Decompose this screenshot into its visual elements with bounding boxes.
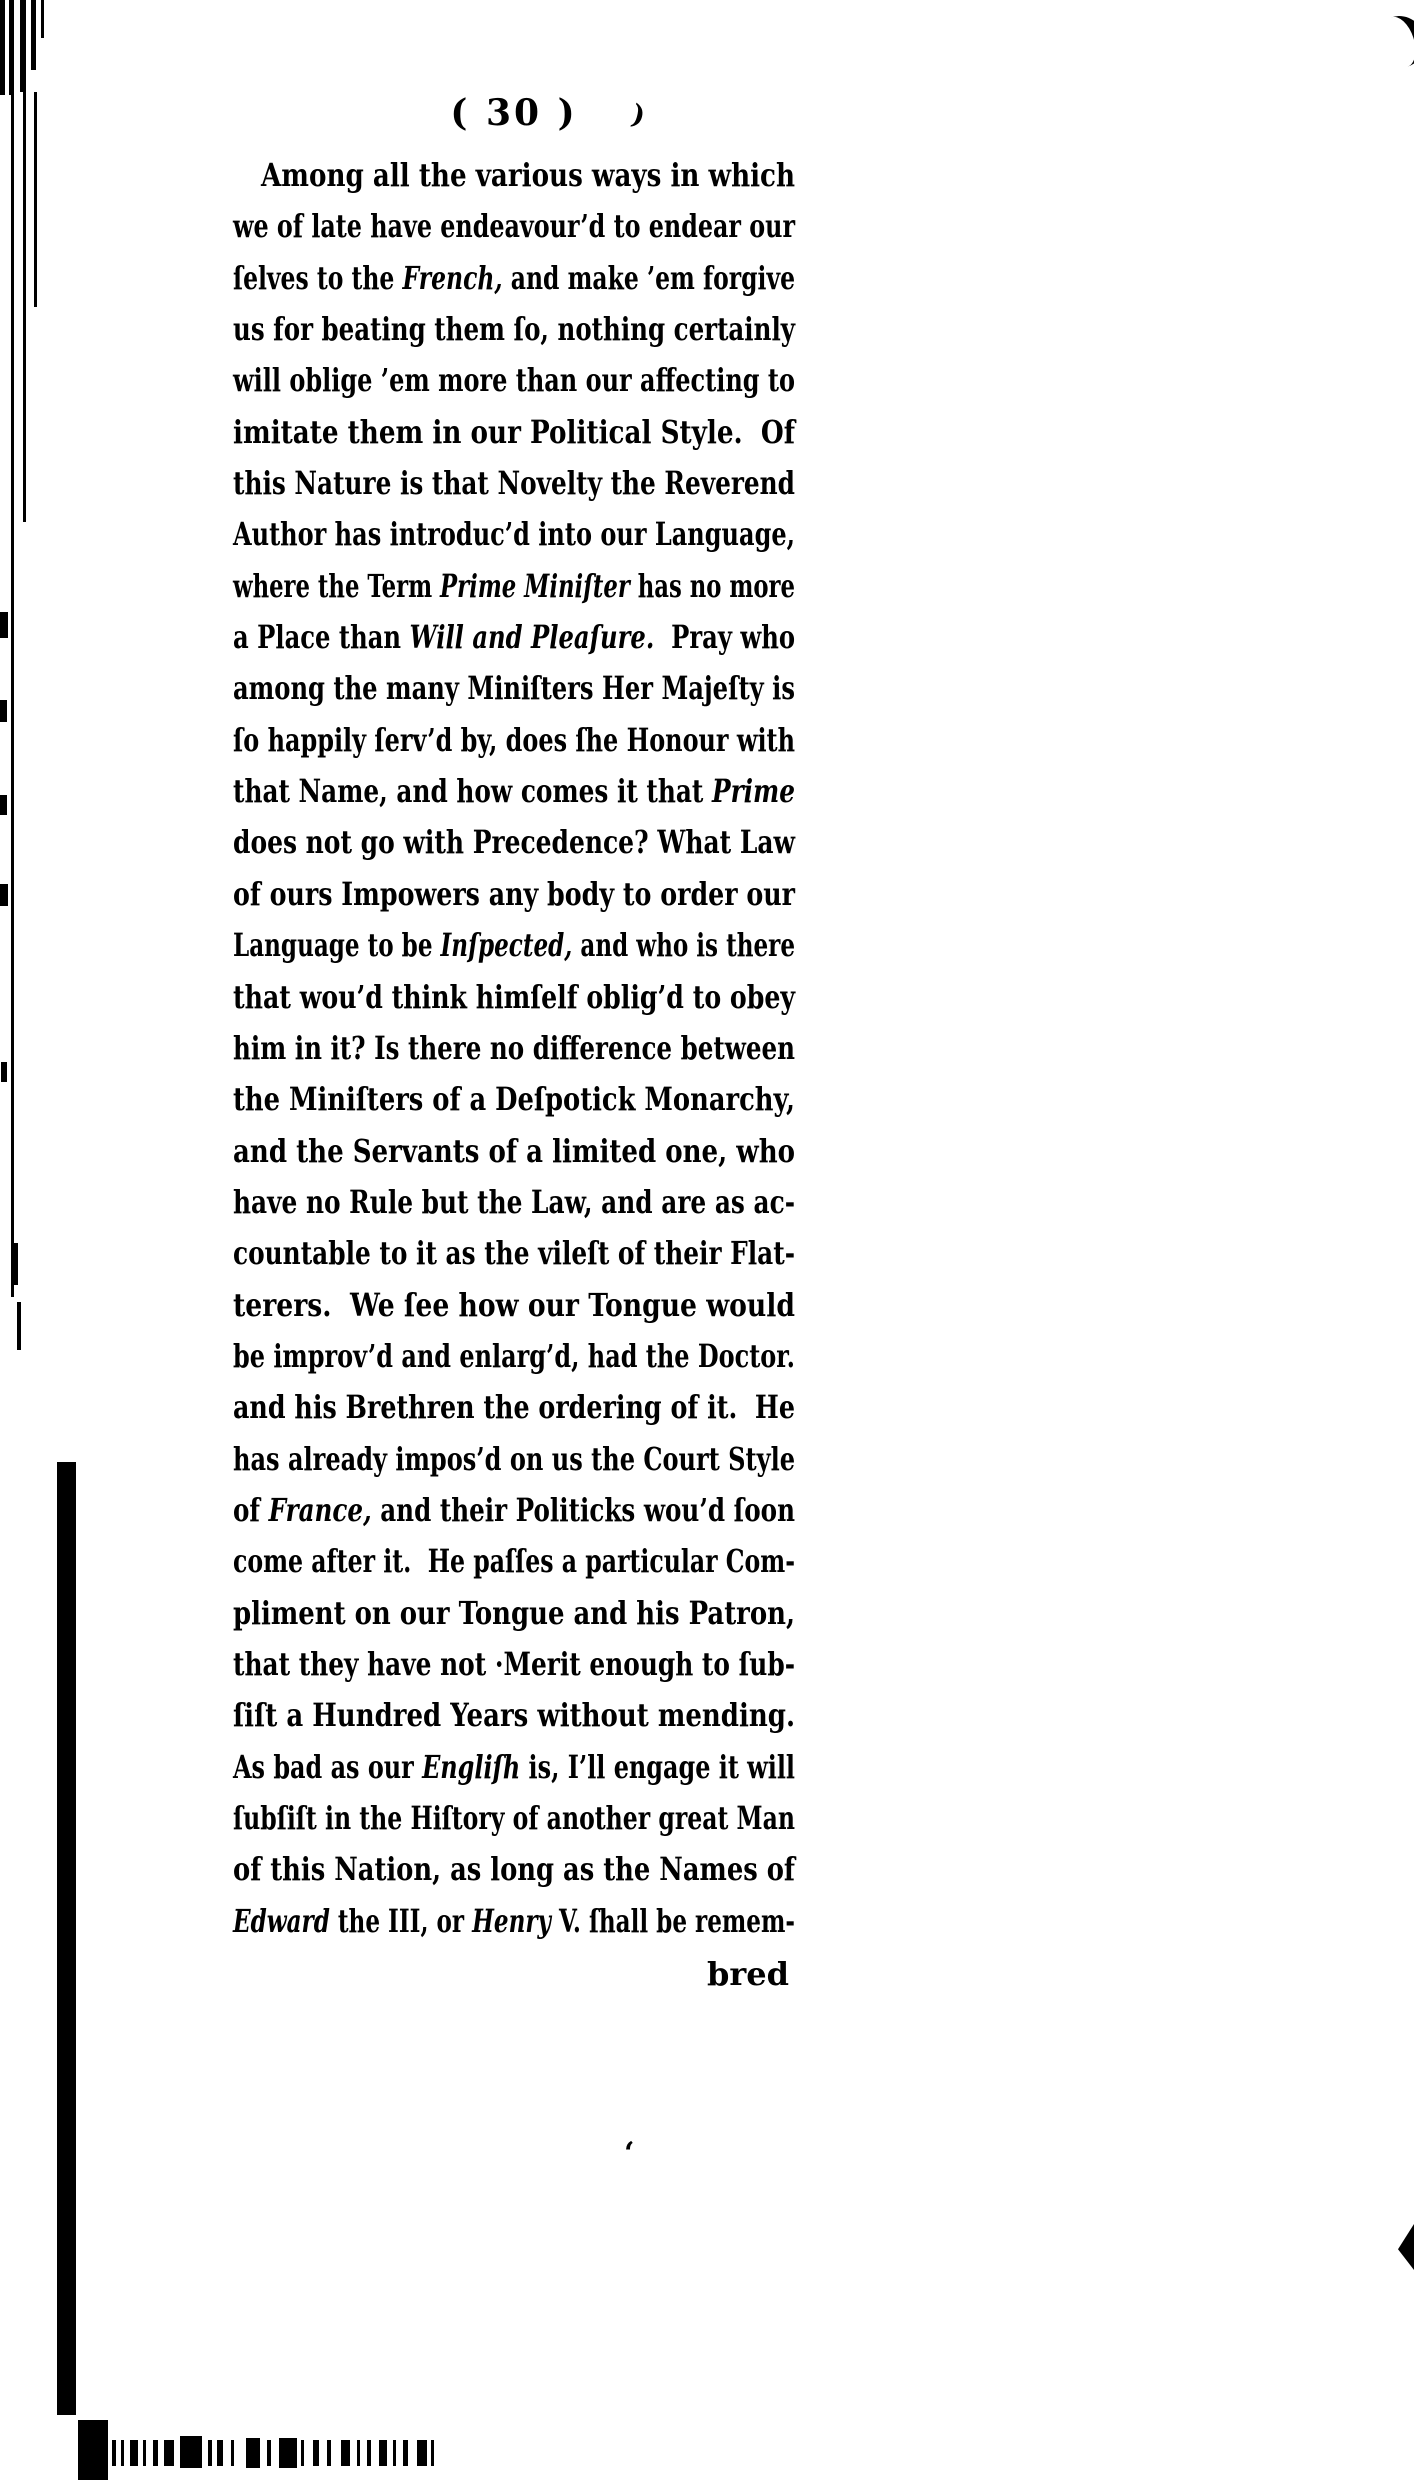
text-segment: V. ſhall be remem-: [550, 1901, 795, 1940]
stray-ink-mark-header: ): [628, 98, 649, 133]
text-segment: that Name, and how comes it that: [233, 772, 712, 811]
scan-artifact-top-right-hook: [1367, 9, 1414, 74]
text-segment: the Miniſters of a Deſpotick Monarchy,: [233, 1080, 795, 1119]
italic-text-segment: French,: [402, 258, 503, 297]
scan-artifact-bottom-dash: [246, 2438, 260, 2468]
text-segment: us for beating them ſo, nothing certainly: [233, 310, 795, 349]
text-line: [233, 1228, 795, 1279]
italic-text-segment: Will and Pleaſure.: [409, 618, 655, 657]
text-segment: we of late have endeavour’d to endear our: [233, 207, 795, 246]
italic-text-segment: Henry: [472, 1901, 551, 1940]
text-segment: Author has introduc’d into our Language,: [233, 515, 795, 554]
text-line: [233, 1382, 795, 1433]
text-segment: As bad as our: [233, 1747, 423, 1786]
text-line: [233, 1844, 795, 1895]
text-segment: have no Rule but the Law, and are as ac-: [233, 1182, 795, 1221]
scan-artifact-bottom-dash: [267, 2440, 271, 2466]
scan-artifact-bottom-dash: [180, 2436, 202, 2468]
text-segment: ſo happily ſerv’d by, does ſhe Honour with: [233, 720, 795, 759]
text-segment: Pray who: [654, 618, 795, 657]
text-segment: imitate them in our Political Style. Of: [233, 412, 795, 451]
italic-text-segment: Edward: [233, 1901, 330, 1940]
text-line: [233, 561, 795, 612]
text-segment: does not go with Precedence? What Law: [233, 823, 795, 862]
text-segment: will oblige ’em more than our affecting to: [233, 361, 795, 400]
text-segment: ſelves to the: [233, 258, 403, 297]
scan-artifact-bottom-dash: [327, 2440, 331, 2466]
text-segment: Language to be: [233, 926, 441, 965]
text-line: [233, 1434, 795, 1485]
text-line: [233, 920, 795, 971]
text-line: [233, 1793, 795, 1844]
text-line: [233, 1023, 795, 1074]
scan-artifact-bottom-dash: [217, 2440, 223, 2466]
scan-artifact-left-line: [23, 92, 26, 522]
scan-artifact-left-tick: [0, 700, 7, 722]
text-line: [233, 509, 795, 560]
text-line: [233, 766, 795, 817]
scan-artifact-left-tick: [14, 1243, 18, 1285]
text-segment: ſubſiſt in the Hiſtory of another great Man: [233, 1799, 795, 1837]
scan-artifact-bottom-dash: [393, 2440, 396, 2466]
scan-artifact-bottom-dash: [130, 2440, 138, 2466]
text-segment: has no more: [629, 566, 795, 605]
text-segment: and who is there: [572, 926, 795, 965]
text-segment: him in it? Is there no difference between: [233, 1028, 795, 1067]
text-line: [233, 1742, 795, 1793]
text-line: [233, 253, 795, 304]
text-segment: be improv’d and enlarg’d, had the Doctor.: [233, 1336, 795, 1375]
scan-artifact-bottom-dash: [417, 2440, 427, 2466]
text-segment: a Place than: [233, 618, 410, 657]
text-segment: that wou’d think himſelf oblig’d to obey: [233, 977, 795, 1016]
text-segment: and make ’em forgive: [502, 258, 795, 297]
text-line: [233, 1639, 795, 1690]
text-line: [233, 1896, 795, 1947]
scan-artifact-bottom-dash: [279, 2438, 297, 2468]
scan-artifact-bottom-dash: [164, 2440, 174, 2466]
text-line: [233, 355, 795, 406]
text-segment: of: [233, 1490, 269, 1529]
text-line: [233, 663, 795, 714]
text-line: [233, 304, 795, 355]
page-number: ( 30 ): [450, 92, 578, 134]
text-segment: pliment on our Tongue and his Patron,: [233, 1593, 795, 1632]
stray-ink-dot: ‘: [624, 2136, 635, 2171]
text-segment: is, I’ll engage it will: [520, 1747, 795, 1786]
scan-artifact-bottom-dash: [367, 2440, 371, 2466]
scan-artifact-bottom-bar: [78, 2420, 108, 2480]
scan-artifact-bottom-dash: [153, 2440, 158, 2466]
scan-artifact-left-line: [41, 0, 44, 38]
text-line: [233, 1177, 795, 1228]
text-line: [233, 1126, 795, 1177]
text-line: [233, 1536, 795, 1587]
text-line: [233, 1485, 795, 1536]
text-line: [233, 972, 795, 1023]
italic-text-segment: Prime Miniſter: [440, 566, 630, 605]
text-segment: and their Politicks wou’d ſoon: [371, 1490, 795, 1529]
scan-artifact-right-blob: [1398, 2224, 1414, 2270]
text-line: [233, 150, 795, 201]
text-line: [233, 1074, 795, 1125]
scan-artifact-bottom-dash: [313, 2440, 319, 2466]
text-segment: terers. We ſee how our Tongue would: [233, 1285, 795, 1324]
text-line: [233, 715, 795, 766]
catchword: bred: [707, 1955, 789, 1993]
scan-artifact-bottom-dash: [143, 2440, 146, 2466]
scan-artifact-left-tick: [0, 612, 8, 638]
scan-artifact-bottom-dash: [357, 2440, 360, 2466]
text-segment: that they have not ·Merit enough to ſub-: [233, 1644, 795, 1683]
text-line: [233, 612, 795, 663]
text-segment: has already impos’d on us the Court Style: [233, 1439, 795, 1478]
text-line: [233, 869, 795, 920]
text-line: [233, 1588, 795, 1639]
text-segment: countable to it as the vileſt of their Flat-: [233, 1234, 795, 1273]
scan-artifact-bottom-dash: [231, 2440, 234, 2466]
scan-artifact-left-tick: [1, 1062, 7, 1082]
page-number-header: [233, 92, 795, 134]
scan-artifact-left-tick: [0, 884, 8, 906]
scan-artifact-left-tick: [0, 795, 7, 815]
text-segment: and his Brethren the ordering of it. He: [233, 1388, 795, 1427]
scan-artifact-left-line: [31, 0, 36, 70]
scan-artifact-bottom-dash: [112, 2440, 116, 2466]
text-line: [233, 458, 795, 509]
scan-artifact-left-line: [9, 0, 14, 95]
scan-artifact-bottom-dash: [208, 2440, 212, 2466]
text-segment: of ours Impowers any body to order our: [233, 874, 795, 913]
italic-text-segment: France,: [268, 1490, 372, 1529]
scan-artifact-left-line: [0, 0, 5, 95]
text-segment: among the many Miniſters Her Majeſty is: [233, 669, 795, 708]
scan-artifact-left-tick: [17, 1302, 21, 1350]
text-line: [233, 1331, 795, 1382]
text-segment: come after it. He paſſes a particular Com-: [233, 1542, 795, 1581]
scan-artifact-bottom-dash: [341, 2440, 350, 2466]
text-line: [233, 407, 795, 458]
scan-artifact-left-line: [11, 92, 14, 1297]
text-segment: where the Term: [233, 566, 441, 605]
scan-artifact-left-line: [34, 92, 37, 307]
text-segment: the III, or: [329, 1901, 473, 1940]
text-line: [233, 817, 795, 868]
scan-artifact-bottom-dash: [301, 2440, 304, 2466]
scan-artifact-left-line: [20, 0, 26, 92]
text-segment: Among all the various ways in which: [261, 156, 795, 194]
italic-text-segment: Prime: [711, 772, 795, 811]
text-line: [233, 1690, 795, 1741]
text-segment: this Nature is that Novelty the Reverend: [233, 464, 795, 503]
scan-artifact-bottom-dash: [431, 2440, 434, 2466]
italic-text-segment: Engliſh: [422, 1747, 521, 1786]
scan-artifact-bottom-dash: [121, 2440, 124, 2466]
text-line: [233, 1280, 795, 1331]
text-segment: and the Servants of a limited one, who: [233, 1131, 795, 1170]
text-block: [233, 150, 795, 1947]
text-segment: ſiſt a Hundred Years without mending.: [233, 1696, 795, 1735]
text-line: [233, 201, 795, 252]
italic-text-segment: Inſpected,: [440, 926, 573, 965]
text-segment: of this Nation, as long as the Names of: [233, 1850, 795, 1889]
scan-artifact-left-bar: [57, 1462, 76, 2415]
scan-artifact-bottom-dash: [403, 2440, 408, 2466]
scan-artifact-bottom-dash: [379, 2440, 387, 2466]
